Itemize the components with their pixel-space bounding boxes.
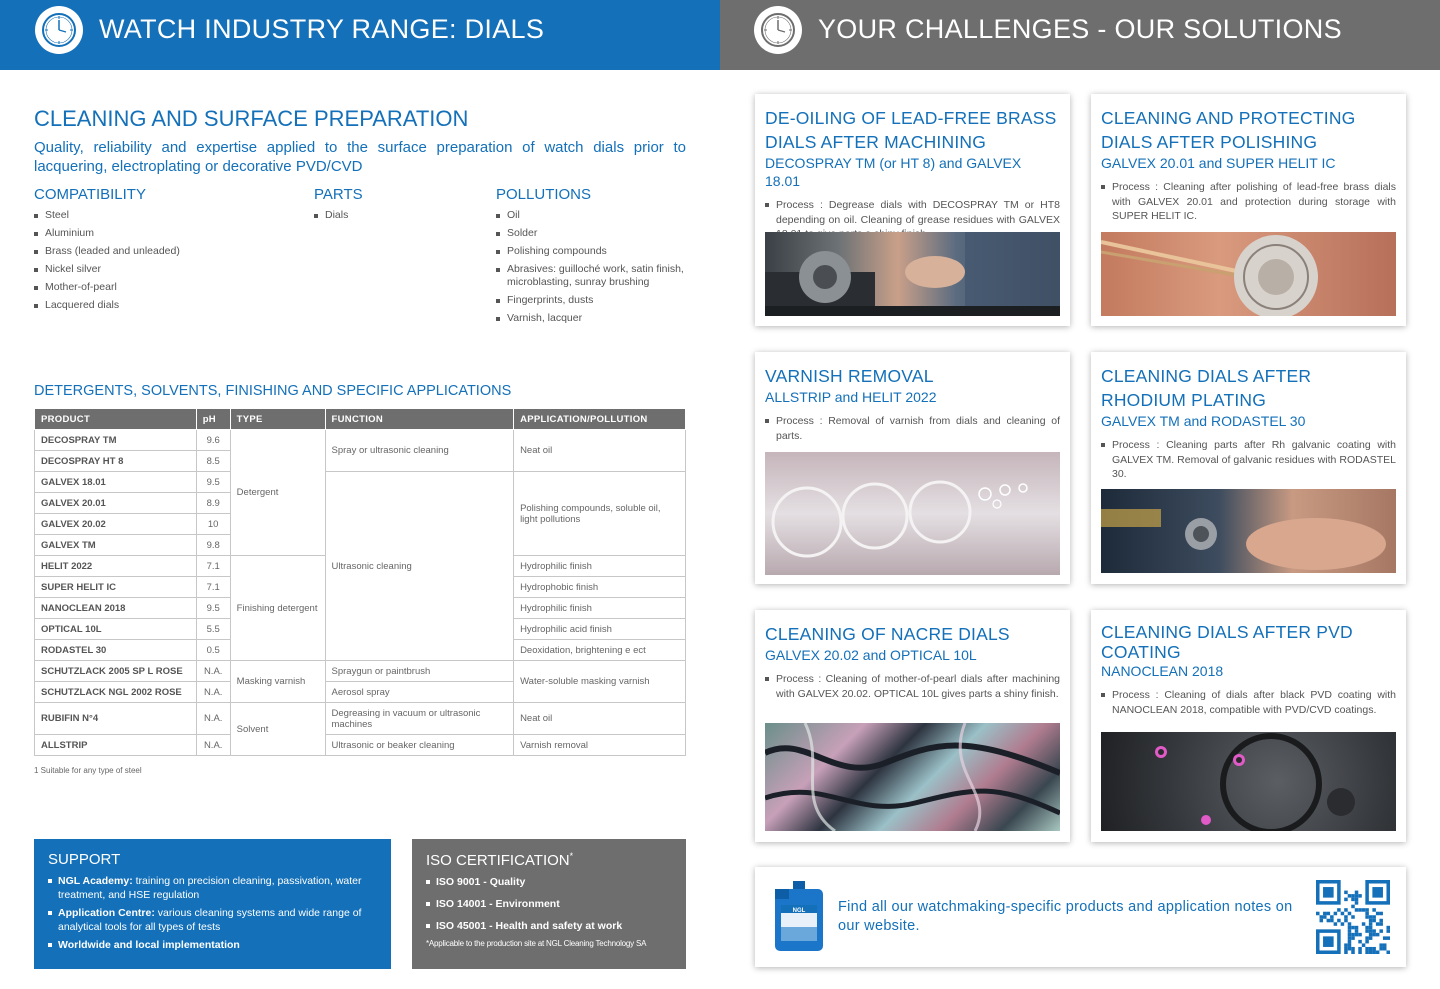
canister-label: NGL	[792, 908, 806, 914]
card-title: CLEANING OF NACRE DIALS	[765, 624, 1010, 644]
solution-card	[1091, 610, 1406, 842]
list-item: Aluminium	[34, 227, 294, 240]
support-title: SUPPORT	[48, 851, 121, 868]
table-row	[35, 430, 686, 451]
list-item: Dials	[314, 209, 474, 222]
function-cell: Degreasing in vacuum or ultrasonic machines	[325, 703, 514, 735]
list-item: Application Centre: various cleaning systems and wide range of analytical tools for all types of tests	[48, 906, 377, 934]
product-name: GALVEX 18.01	[35, 472, 197, 493]
list-item: Worldwide and local implementation	[48, 938, 377, 952]
card-process: Process : Cleaning of dials after black PVD coating with NANOCLEAN 2018, compatible with PVD/CVD coatings.	[1101, 688, 1396, 717]
header-right-title: YOUR CHALLENGES - OUR SOLUTIONS	[818, 14, 1342, 44]
function-cell: Spray or ultrasonic cleaning	[325, 430, 514, 472]
dial-tweezers-photo	[1101, 232, 1396, 316]
products-table	[34, 408, 686, 756]
card-process: Process : Degrease dials with DECOSPRAY TM or HT8 depending on oil. Cleaning of grease residues with GALVEX	[765, 198, 1060, 242]
table-title: DETERGENTS, SOLVENTS, FINISHING AND SPECIFIC APPLICATIONS	[34, 383, 512, 399]
nacre-photo	[765, 723, 1060, 831]
compatibility-list	[34, 209, 294, 317]
iso-list	[426, 875, 672, 933]
card-process: Process : Cleaning parts after Rh galvanic coating with GALVEX TM. Removal of galvanic residues with RODASTEL 30.	[1101, 438, 1396, 482]
product-ph: 7.1	[196, 556, 230, 577]
list-item: Oil	[496, 209, 688, 222]
support-box	[34, 839, 391, 969]
hand-dial-photo	[1101, 489, 1396, 573]
product-name: DECOSPRAY TM	[35, 430, 197, 451]
card-subtitle: GALVEX TM and RODASTEL 30	[1101, 413, 1306, 429]
list-item: Abrasives: guilloché work, satin finish, microblasting, sunray brushing	[496, 263, 688, 289]
card-subtitle: DECOSPRAY TM (or HT 8) and GALVEX 18.01	[765, 155, 1022, 189]
application-cell: Neat oil	[514, 703, 686, 735]
product-ph: 9.5	[196, 472, 230, 493]
solution-card	[755, 94, 1070, 326]
list-item: Mother-of-pearl	[34, 281, 294, 294]
table-row	[35, 661, 686, 682]
solution-card	[755, 352, 1070, 584]
website-banner	[755, 867, 1406, 967]
iso-title: ISO CERTIFICATION*	[426, 851, 574, 869]
card-process: Process : Cleaning of mother-of-pearl dials after machining with GALVEX 20.02. OPTICAL 10L gives parts a shiny finish.	[765, 672, 1060, 701]
list-item: Varnish, lacquer	[496, 312, 688, 325]
card-subtitle: GALVEX 20.02 and OPTICAL 10L	[765, 647, 977, 663]
support-list	[48, 874, 377, 952]
product-name: DECOSPRAY HT 8	[35, 451, 197, 472]
card-title: CLEANING DIALS AFTER RHODIUM PLATING	[1101, 366, 1312, 410]
product-ph: N.A.	[196, 703, 230, 735]
list-item: Fingerprints, dusts	[496, 294, 688, 307]
solution-card	[755, 610, 1070, 842]
card-subtitle: ALLSTRIP and HELIT 2022	[765, 389, 937, 405]
card-title: VARNISH REMOVAL	[765, 366, 934, 386]
product-ph: 9.6	[196, 430, 230, 451]
column-header: FUNCTION	[325, 409, 514, 430]
parts-list	[314, 209, 474, 227]
parts-heading: PARTS	[314, 186, 363, 203]
type-cell: Detergent	[230, 430, 325, 556]
list-item: Nickel silver	[34, 263, 294, 276]
function-cell: Aerosol spray	[325, 682, 514, 703]
application-cell: Polishing compounds, soluble oil, light pollutions	[514, 472, 686, 556]
header-left	[0, 0, 720, 70]
list-item: NGL Academy: training on precision cleaning, passivation, water treatment, and HSE regulation	[48, 874, 377, 902]
application-cell: Varnish removal	[514, 735, 686, 756]
list-item: ISO 45001 - Health and safety at work	[426, 919, 672, 933]
product-name: SCHUTZLACK 2005 SP L ROSE	[35, 661, 197, 682]
card-title: CLEANING DIALS AFTER PVD COATING	[1101, 622, 1353, 662]
pollutions-list	[496, 209, 688, 330]
column-header: TYPE	[230, 409, 325, 430]
iso-note: *Applicable to the production site at NGL Cleaning Technology SA	[426, 939, 647, 948]
list-item: ISO 14001 - Environment	[426, 897, 672, 911]
website-text: Find all our watchmaking-specific products and application notes on our website.	[838, 899, 1293, 934]
function-cell: Ultrasonic cleaning	[325, 472, 514, 661]
product-name: HELIT 2022	[35, 556, 197, 577]
column-header: APPLICATION/POLLUTION	[514, 409, 686, 430]
list-item: Lacquered dials	[34, 299, 294, 312]
list-item: Steel	[34, 209, 294, 222]
product-ph: N.A.	[196, 735, 230, 756]
watch-dial-icon	[754, 6, 802, 54]
watch-dial-icon	[35, 6, 83, 54]
table-row	[35, 703, 686, 735]
type-cell: Finishing detergent	[230, 556, 325, 661]
product-ph: 8.5	[196, 451, 230, 472]
product-ph: N.A.	[196, 682, 230, 703]
product-ph: 5.5	[196, 619, 230, 640]
product-ph: N.A.	[196, 661, 230, 682]
product-name: ALLSTRIP	[35, 735, 197, 756]
table-header-row	[35, 409, 686, 430]
header-left-title: WATCH INDUSTRY RANGE: DIALS	[99, 14, 545, 44]
product-name: SUPER HELIT IC	[35, 577, 197, 598]
card-process: Process : Removal of varnish from dials and cleaning of parts.	[765, 414, 1060, 443]
product-name: RUBIFIN N°4	[35, 703, 197, 735]
type-cell: Masking varnish	[230, 661, 325, 703]
iso-box	[412, 839, 686, 969]
list-item: Solder	[496, 227, 688, 240]
card-process: Process : Cleaning after polishing of lead-free brass dials with GALVEX 20.01 and protection during storage with SUPER HELIT IC.	[1101, 180, 1396, 224]
product-name: OPTICAL 10L	[35, 619, 197, 640]
pvd-photo	[1101, 732, 1396, 831]
application-cell: Hydrophilic finish	[514, 556, 686, 577]
machining-photo	[765, 232, 1060, 316]
qr-code-icon[interactable]	[1316, 880, 1390, 954]
product-ph: 9.8	[196, 535, 230, 556]
product-ph: 0.5	[196, 640, 230, 661]
card-subtitle: GALVEX 20.01 and SUPER HELIT IC	[1101, 155, 1336, 171]
compatibility-heading: COMPATIBILITY	[34, 186, 146, 203]
product-ph: 8.9	[196, 493, 230, 514]
application-cell: Water-soluble masking varnish	[514, 661, 686, 703]
header-right	[720, 0, 1440, 70]
bubbles-photo	[765, 452, 1060, 575]
footnote: 1 Suitable for any type of steel	[34, 766, 142, 775]
card-title: DE-OILING OF LEAD-FREE BRASS DIALS AFTER MACHINING	[765, 108, 1057, 152]
product-ph: 7.1	[196, 577, 230, 598]
card-subtitle: NANOCLEAN 2018	[1101, 663, 1224, 679]
list-item: Brass (leaded and unleaded)	[34, 245, 294, 258]
product-ph: 10	[196, 514, 230, 535]
application-cell: Deoxidation, brightening e ect	[514, 640, 686, 661]
function-cell: Spraygun or paintbrush	[325, 661, 514, 682]
intro-text: Quality, reliability and expertise applied to the surface preparation of watch dials prior to lacquering, electroplating or decorative PVD/CVD	[34, 139, 686, 175]
product-name: NANOCLEAN 2018	[35, 598, 197, 619]
column-header: pH	[196, 409, 230, 430]
product-name: GALVEX TM	[35, 535, 197, 556]
canister-icon	[771, 881, 827, 953]
table-row	[35, 735, 686, 756]
solution-card	[1091, 94, 1406, 326]
solution-card	[1091, 352, 1406, 584]
card-title: CLEANING AND PROTECTING DIALS AFTER POLISHING	[1101, 108, 1356, 152]
list-item: Polishing compounds	[496, 245, 688, 258]
list-item: ISO 9001 - Quality	[426, 875, 672, 889]
product-ph: 9.5	[196, 598, 230, 619]
product-name: GALVEX 20.01	[35, 493, 197, 514]
application-cell: Neat oil	[514, 430, 686, 472]
application-cell: Hydrophilic acid finish	[514, 619, 686, 640]
function-cell: Ultrasonic or beaker cleaning	[325, 735, 514, 756]
product-name: GALVEX 20.02	[35, 514, 197, 535]
application-cell: Hydrophilic finish	[514, 598, 686, 619]
column-header: PRODUCT	[35, 409, 197, 430]
pollutions-heading: POLLUTIONS	[496, 186, 592, 203]
product-name: SCHUTZLACK NGL 2002 ROSE	[35, 682, 197, 703]
table-row	[35, 472, 686, 493]
product-name: RODASTEL 30	[35, 640, 197, 661]
section-title: CLEANING AND SURFACE PREPARATION	[34, 106, 469, 131]
type-cell: Solvent	[230, 703, 325, 756]
application-cell: Hydrophobic finish	[514, 577, 686, 598]
